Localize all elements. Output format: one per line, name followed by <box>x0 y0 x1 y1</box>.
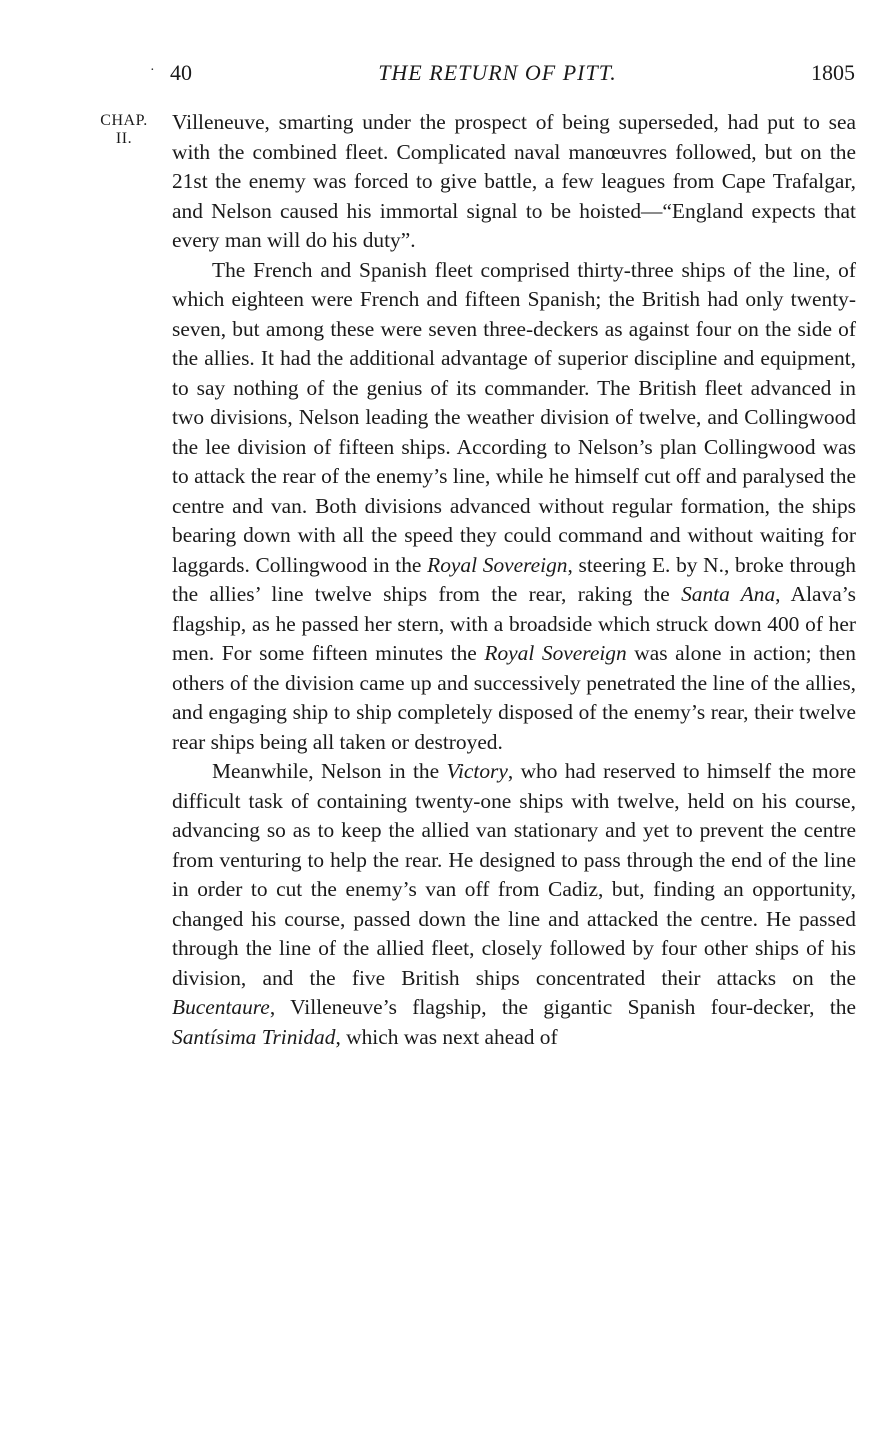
text-run: Meanwhile, Nelson in the <box>212 759 447 783</box>
header-year: 1805 <box>811 60 855 85</box>
paragraph <box>172 108 856 256</box>
chapter-label: CHAP. <box>100 112 148 129</box>
text-run: Villeneuve, smarting under the prospect of being superseded, had put to sea with the combined fleet. Complicated naval manœuvres followed, but on the 21st the enemy was forced to give battle, a few leagues from Cape Trafalgar, and Nelson caused his immortal signal to be hoisted—“England expects that every man will do his duty”. <box>172 110 856 252</box>
italic-ship-name: Victory <box>446 759 508 783</box>
italic-ship-name: Bucentaure <box>172 995 270 1019</box>
paragraph <box>172 256 856 758</box>
italic-ship-name: Santa Ana <box>681 582 776 606</box>
italic-ship-name: Santísima Trinidad <box>172 1024 336 1049</box>
text-run: was alone in action; then others of the division came up and successively penetrated the line of the allies, and engaging ship to ship completely disposed of the enemy’s rear, their twelve rear ships being all taken or destroyed. <box>172 641 856 754</box>
page-header <box>140 58 855 88</box>
text-run: , which was next ahead of <box>335 1024 558 1049</box>
text-run: The French and Spanish fleet comprised thirty-three ships of the line, of which eighteen were French and fifteen Spanish; the British had only twenty-seven, but among these were seven three-deckers as against four on the side of the allies. It had the additional advantage of superior discipline and equipment, to say nothing of the genius of its commander. The British fleet advanced in two divisions, Nelson leading the weather division of twelve, and Collingwood the lee division of fifteen ships. According to Nelson’s plan Collingwood was to attack the rear of the enemy’s line, while he himself cut off and paralysed the centre and van. Both divisions advanced without regular formation, the ships bearing down with all the speed they could command and without waiting for laggards. Collingwood in the <box>172 257 856 577</box>
italic-ship-name: Royal Sovereign <box>427 552 568 577</box>
text-run: , Alava’s flagship, as he passed her stern, with a broadside which struck down 400 of her men. For some fifteen minutes the <box>172 582 856 665</box>
text-run: , who had reserved to himself the more difficult task of containing twenty-one ships with twelve, held on his course, advancing so as to keep the allied van stationary and yet to prevent the centre from venturing to help the rear. He designed to pass through the end of the line in order to cut the enemy’s van off from Cadiz, but, finding an opportunity, changed his course, passed down the line and attacked the centre. He passed through the line of the allied fleet, closely followed by four other ships of his division, and the five British ships concentrated their attacks on the <box>172 759 856 990</box>
paragraph <box>172 757 856 1052</box>
chapter-number: II. <box>115 130 133 147</box>
italic-ship-name: Royal Sovereign <box>484 641 627 665</box>
text-run: , Villeneuve’s flagship, the gigantic Spanish four-decker, the <box>269 995 856 1019</box>
page-number: 40 <box>170 60 192 85</box>
stray-dot-mark: · <box>150 63 155 78</box>
body-text <box>172 108 856 1052</box>
running-title: THE RETURN OF PITT. <box>378 60 617 85</box>
text-run: , steering E. by N., broke through the allies’ line twelve ships from the rear, raking the <box>172 552 856 606</box>
chapter-margin-note <box>90 112 158 148</box>
